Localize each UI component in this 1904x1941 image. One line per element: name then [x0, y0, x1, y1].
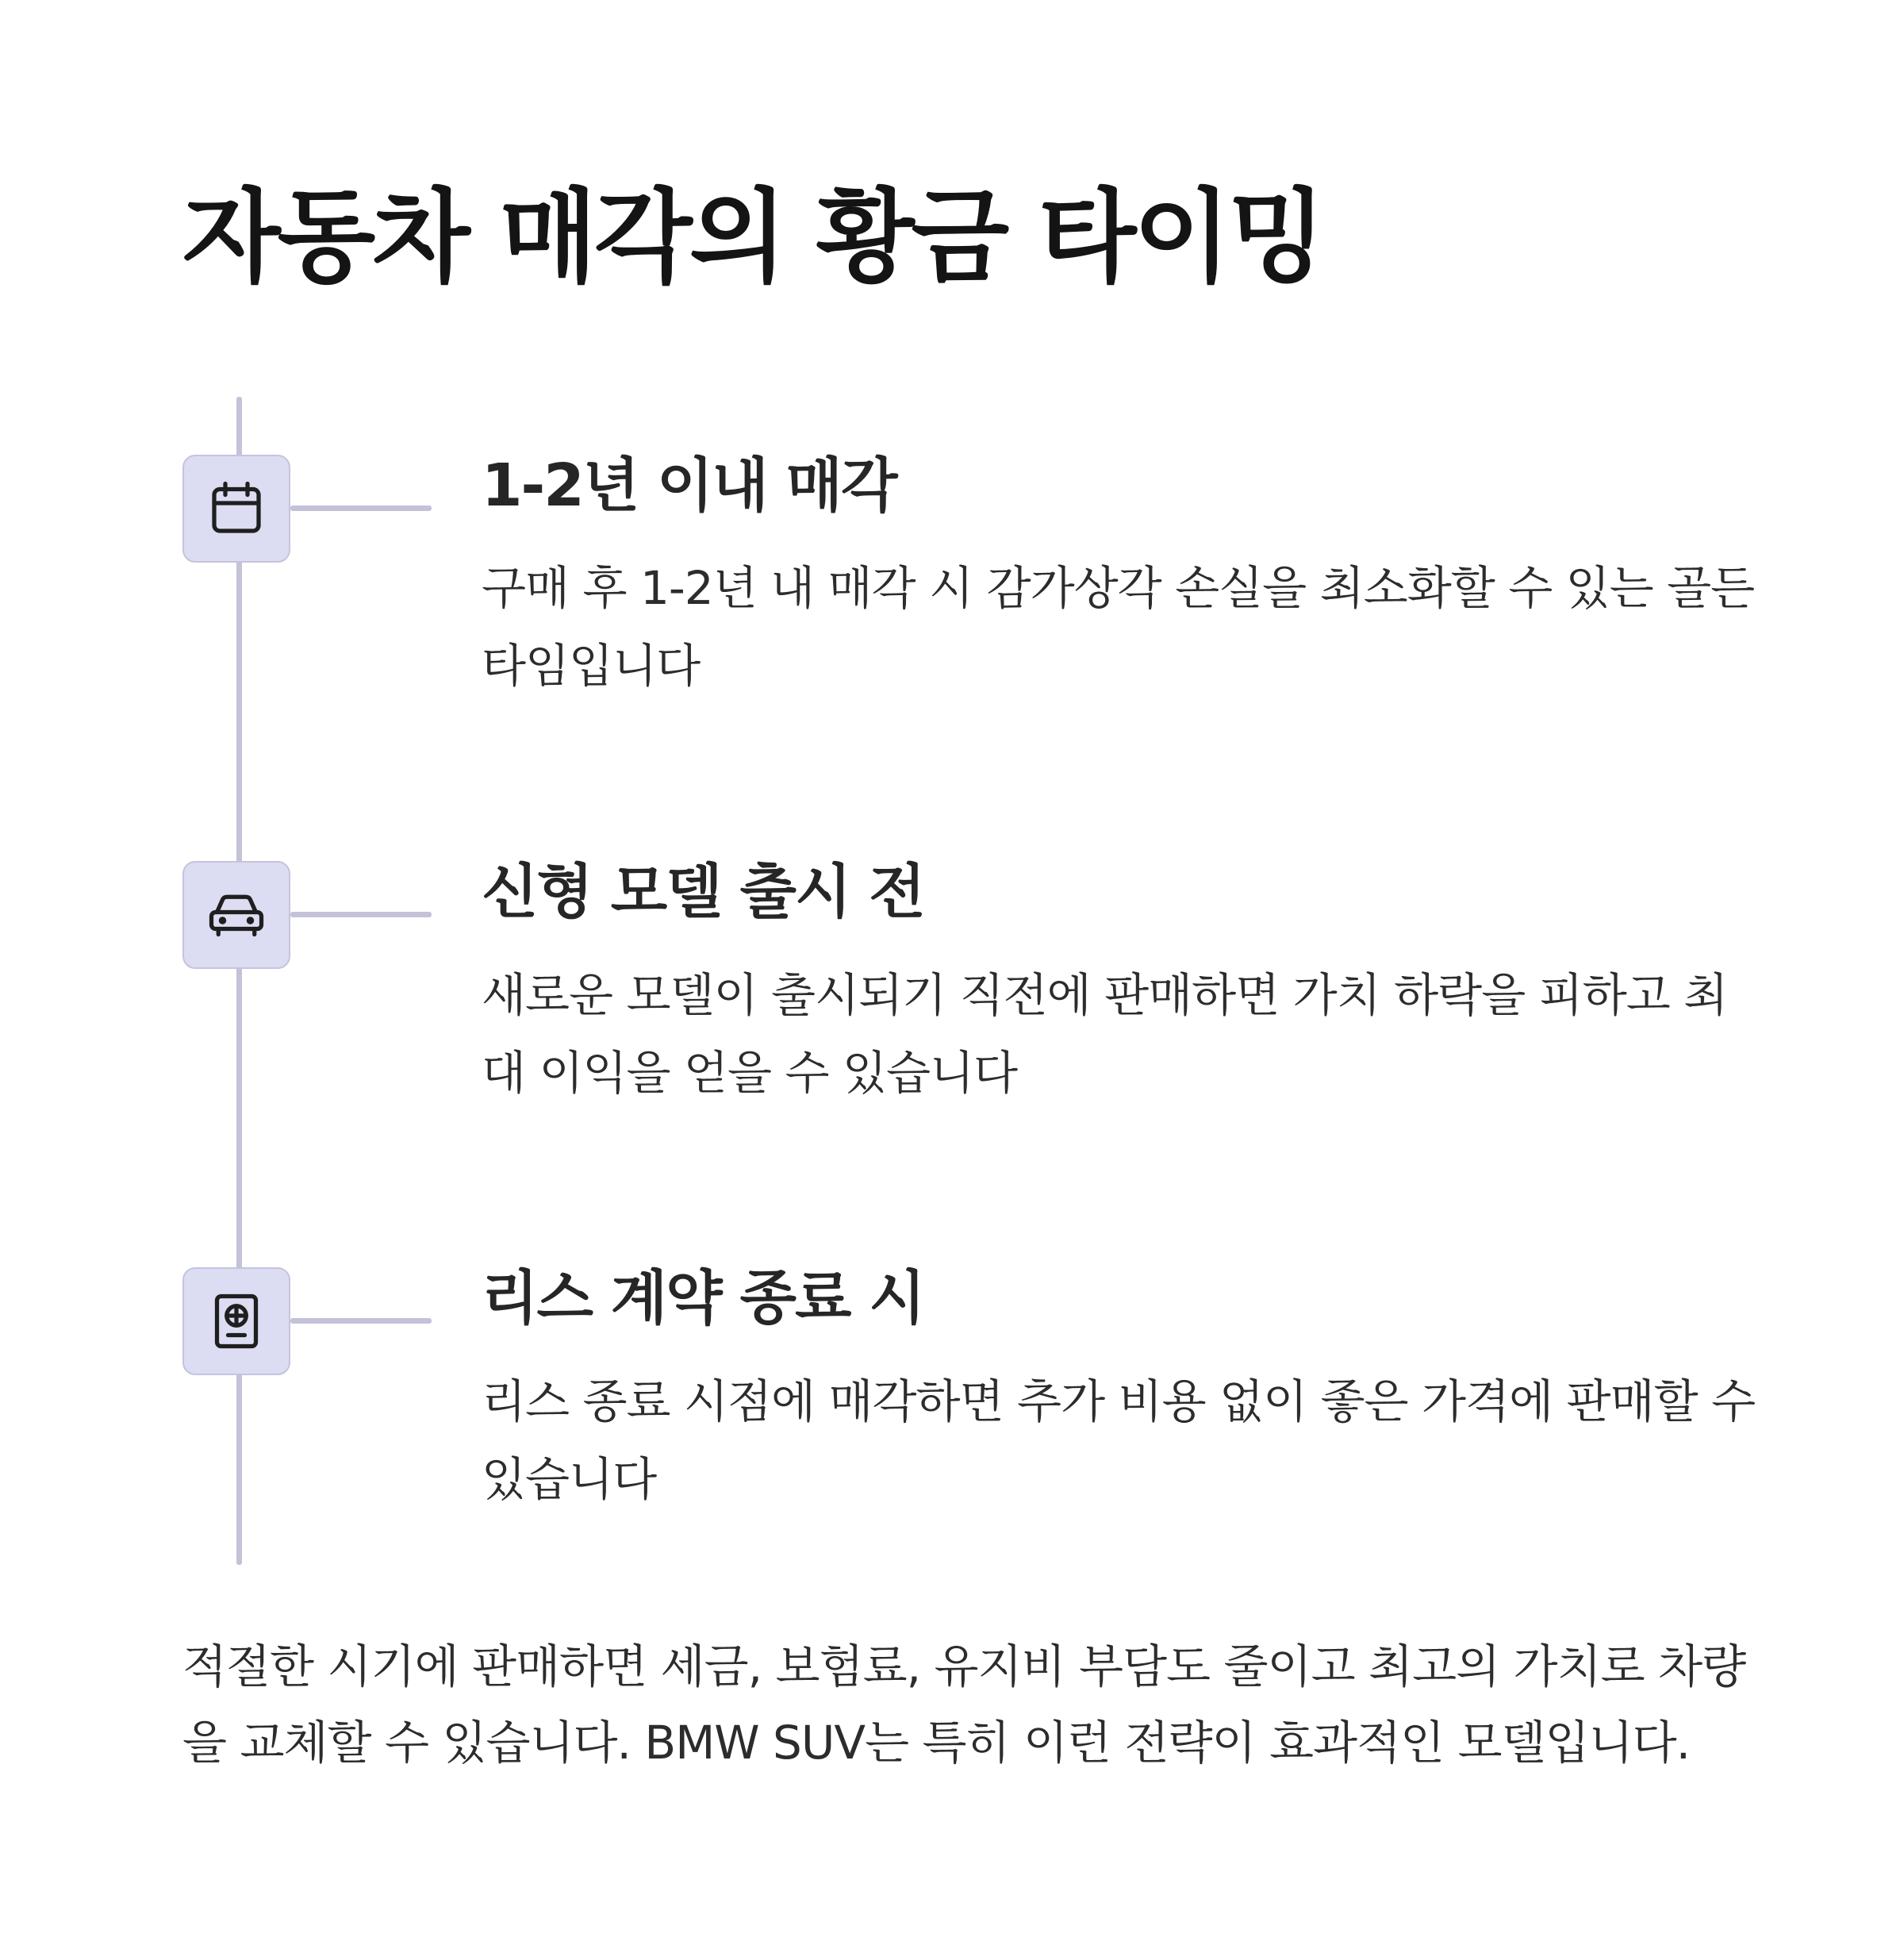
- step-connector: [290, 1318, 432, 1324]
- summary-text: 적절한 시기에 판매하면 세금, 보험료, 유지비 부담도 줄이고 최고의 가치로 차량을 교체할 수 있습니다. BMW SUV는 특히 이런 전략이 효과적인 모델입니다.: [182, 1639, 1746, 1770]
- calendar-icon: [182, 455, 290, 563]
- step-title: 리스 계약 종료 시: [482, 1264, 924, 1332]
- step-description: 리스 종료 시점에 매각하면 추가 비용 없이 좋은 가격에 판매할 수 있습니다: [482, 1374, 1756, 1506]
- step-connector: [290, 912, 432, 917]
- step-title: 1-2년 이내 매각: [482, 452, 896, 520]
- step-connector: [290, 505, 432, 511]
- step-title: 신형 모델 출시 전: [482, 858, 924, 926]
- timeline-line: [236, 397, 242, 1565]
- passport-icon: [182, 1267, 290, 1375]
- step-description: 새로운 모델이 출시되기 직전에 판매하면 가치 하락을 피하고 최대 이익을 얻을 수 있습니다: [482, 968, 1728, 1100]
- step-description: 구매 후 1-2년 내 매각 시 감가상각 손실을 최소화할 수 있는 골든 타임입니다: [482, 561, 1755, 693]
- car-icon: [182, 861, 290, 969]
- page-title: 자동차 매각의 황금 타이밍: [182, 179, 1323, 297]
